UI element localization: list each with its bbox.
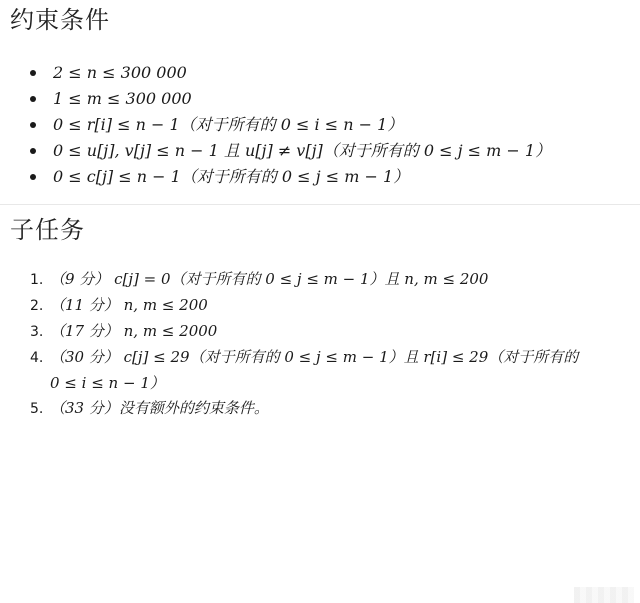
subtask-number: 5. <box>30 401 44 417</box>
subtasks-heading: 子任务 <box>10 216 85 244</box>
constraints-section <box>0 0 640 202</box>
bullet-icon <box>30 174 36 180</box>
bullet-icon <box>30 148 36 154</box>
constraint-text: 0 ≤ c[j] ≤ n − 1（对于所有的 0 ≤ j ≤ m − 1） <box>53 167 410 186</box>
subtask-item <box>30 396 578 422</box>
subtask-text: （9 分） c[j] = 0（对于所有的 0 ≤ j ≤ m − 1）且 n, m ≤ 200 <box>50 270 489 288</box>
constraints-list <box>28 60 551 190</box>
bullet-icon <box>30 96 36 102</box>
constraint-item <box>28 138 551 164</box>
subtask-item <box>30 293 578 319</box>
constraint-item <box>28 112 551 138</box>
constraint-text: 0 ≤ u[j], v[j] ≤ n − 1 且 u[j] ≠ v[j]（对于所有的 0 ≤ j ≤ m − 1） <box>53 141 552 160</box>
subtask-item <box>30 345 578 396</box>
subtask-item <box>30 267 578 293</box>
blurred-watermark <box>574 587 634 603</box>
subtask-number: 2. <box>30 298 44 314</box>
subtasks-list <box>30 267 578 422</box>
subtask-continuation: 0 ≤ i ≤ n − 1） <box>50 374 165 392</box>
bullet-icon <box>30 122 36 128</box>
constraint-text: 1 ≤ m ≤ 300 000 <box>53 89 192 108</box>
constraint-text: 0 ≤ r[i] ≤ n − 1（对于所有的 0 ≤ i ≤ n − 1） <box>53 115 404 134</box>
bullet-icon <box>30 70 36 76</box>
subtask-text: （11 分） n, m ≤ 200 <box>50 296 208 314</box>
subtask-number: 4. <box>30 350 44 366</box>
constraints-heading: 约束条件 <box>10 6 110 34</box>
subtasks-section <box>0 204 640 440</box>
subtask-item <box>30 319 578 345</box>
subtask-number: 1. <box>30 272 44 288</box>
subtask-number: 3. <box>30 324 44 340</box>
subtask-text: （17 分） n, m ≤ 2000 <box>50 322 218 340</box>
constraint-item <box>28 164 551 190</box>
subtask-text: （30 分） c[j] ≤ 29（对于所有的 0 ≤ j ≤ m − 1）且 r[i] ≤ 29（对于所有的 <box>50 348 579 366</box>
constraint-text: 2 ≤ n ≤ 300 000 <box>53 63 187 82</box>
constraint-item <box>28 86 551 112</box>
constraint-item <box>28 60 551 86</box>
subtask-text: （33 分）没有额外的约束条件。 <box>50 399 269 417</box>
